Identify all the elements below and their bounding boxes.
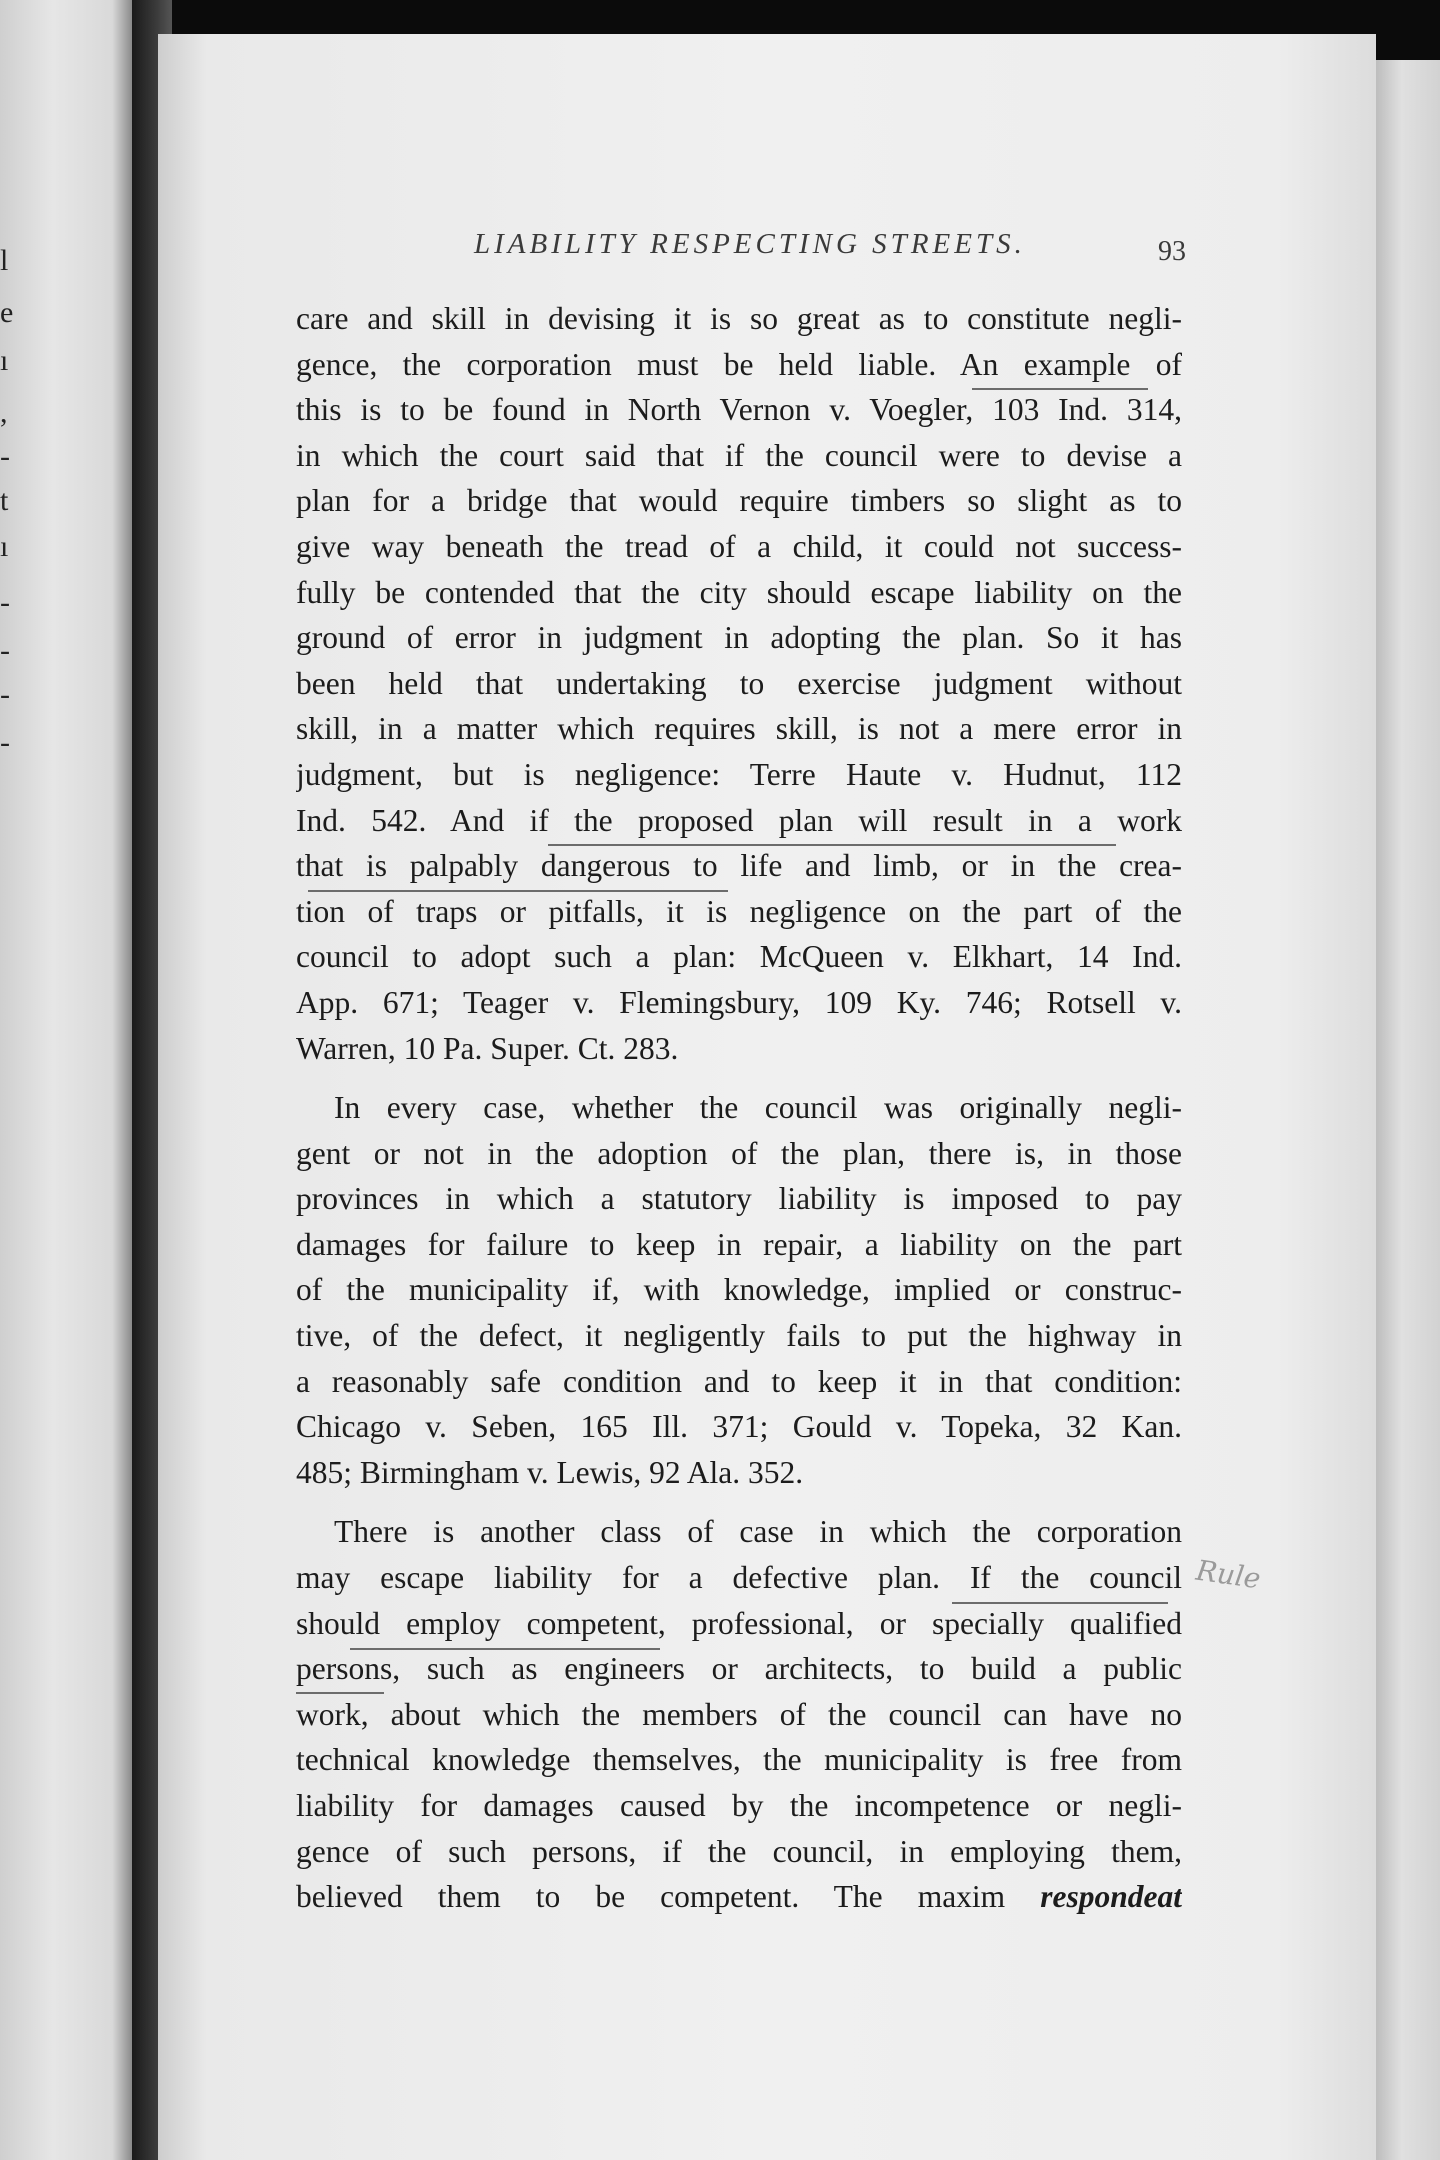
text-line: provinces in which a statutory liability is imposed to pay xyxy=(296,1181,1182,1217)
pencil-underline xyxy=(308,890,728,892)
paragraph-gap xyxy=(296,1495,1182,1509)
text-line: App. 671; Teager v. Flemingsbury, 109 Ky. 746; Rotsell v. xyxy=(296,984,1182,1020)
facing-page-fragment: ı xyxy=(0,530,9,563)
text-line: liability for damages caused by the incompetence or negli- xyxy=(296,1788,1182,1823)
text-line: this is to be found in North Vernon v. Voegler, 103 Ind. 314, xyxy=(296,392,1182,428)
text-line: a reasonably safe condition and to keep it in that condition: xyxy=(296,1363,1182,1399)
text-line: skill, in a matter which requires skill, is not a mere error in xyxy=(296,711,1182,747)
text-line: been held that undertaking to exercise judgment without xyxy=(296,665,1182,701)
handwritten-margin-note: Rule xyxy=(1194,1553,1263,1596)
text-line: judgment, but is negligence: Terre Haute v. Hudnut, 112 xyxy=(296,756,1182,792)
facing-page-fragment: - xyxy=(0,726,10,759)
text-line: of the municipality if, with knowledge, implied or construc- xyxy=(296,1272,1182,1308)
text-line: In every case, whether the council was originally negli- xyxy=(334,1090,1182,1126)
text-line: work, about which the members of the council can have no xyxy=(296,1696,1182,1732)
text-line xyxy=(296,1874,1182,1920)
pencil-underline xyxy=(972,388,1148,390)
text-line: in which the court said that if the council were to devise a xyxy=(296,437,1182,473)
text-line: ground of error in judgment in adopting the plan. So it has xyxy=(296,620,1182,656)
text-line: 485; Birmingham v. Lewis, 92 Ala. 352. xyxy=(296,1454,804,1490)
body-text xyxy=(296,296,1182,1920)
page-stack-edge xyxy=(1376,60,1440,2160)
text-line: gent or not in the adoption of the plan, there is, in those xyxy=(296,1135,1182,1171)
page-number: 93 xyxy=(1158,236,1186,267)
text-line: technical knowledge themselves, the municipality is free from xyxy=(296,1742,1182,1778)
text-line: plan for a bridge that would require timbers so slight as to xyxy=(296,483,1182,519)
text-line: tion of traps or pitfalls, it is negligence on the part of the xyxy=(296,893,1182,929)
facing-page-edge xyxy=(0,0,132,2160)
text-line: care and skill in devising it is so great as to constitute negli- xyxy=(296,301,1182,336)
facing-page-fragment: - xyxy=(0,678,10,711)
facing-page-fragment: l xyxy=(0,244,9,277)
paragraph-gap xyxy=(296,1071,1182,1085)
text-line: fully be contended that the city should escape liability on the xyxy=(296,574,1182,610)
pencil-underline xyxy=(952,1602,1168,1604)
facing-page-fragment: - xyxy=(0,586,10,619)
text-line: may escape liability for a defective plan. If the council xyxy=(296,1560,1182,1596)
facing-page-fragment: t xyxy=(0,484,9,517)
facing-page-fragment: , xyxy=(0,396,8,429)
latin-maxim: respondeat xyxy=(1040,1879,1182,1915)
text-line-content: believed them to be competent. The maxim xyxy=(296,1879,1006,1915)
text-line: give way beneath the tread of a child, it could not success- xyxy=(296,528,1182,564)
pencil-underline xyxy=(350,1648,660,1650)
text-line: Warren, 10 Pa. Super. Ct. 283. xyxy=(296,1030,679,1066)
text-line: that is palpably dangerous to life and limb, or in the crea- xyxy=(296,848,1182,884)
text-line: tive, of the defect, it negligently fails to put the highway in xyxy=(296,1318,1182,1354)
text-line: should employ competent, professional, or specially qualified xyxy=(296,1605,1182,1641)
running-head: LIABILITY RESPECTING STREETS. xyxy=(474,228,1026,260)
facing-page-fragment: - xyxy=(0,440,10,473)
text-line: Chicago v. Seben, 165 Ill. 371; Gould v. Topeka, 32 Kan. xyxy=(296,1409,1182,1445)
facing-page-fragment: ı xyxy=(0,344,9,377)
text-line: damages for failure to keep in repair, a liability on the part xyxy=(296,1226,1182,1262)
facing-page-fragment: e xyxy=(0,296,14,329)
pencil-underline xyxy=(548,844,1116,846)
facing-page-fragment: - xyxy=(0,634,10,667)
text-line: persons, such as engineers or architects, to build a public xyxy=(296,1651,1182,1687)
text-line: gence of such persons, if the council, in employing them, xyxy=(296,1833,1182,1869)
text-line: council to adopt such a plan: McQueen v. Elkhart, 14 Ind. xyxy=(296,939,1182,975)
pencil-underline xyxy=(296,1692,384,1694)
text-line: gence, the corporation must be held liable. An example of xyxy=(296,346,1182,382)
text-line: There is another class of case in which the corporation xyxy=(334,1514,1182,1550)
text-line: Ind. 542. And if the proposed plan will result in a work xyxy=(296,802,1182,838)
